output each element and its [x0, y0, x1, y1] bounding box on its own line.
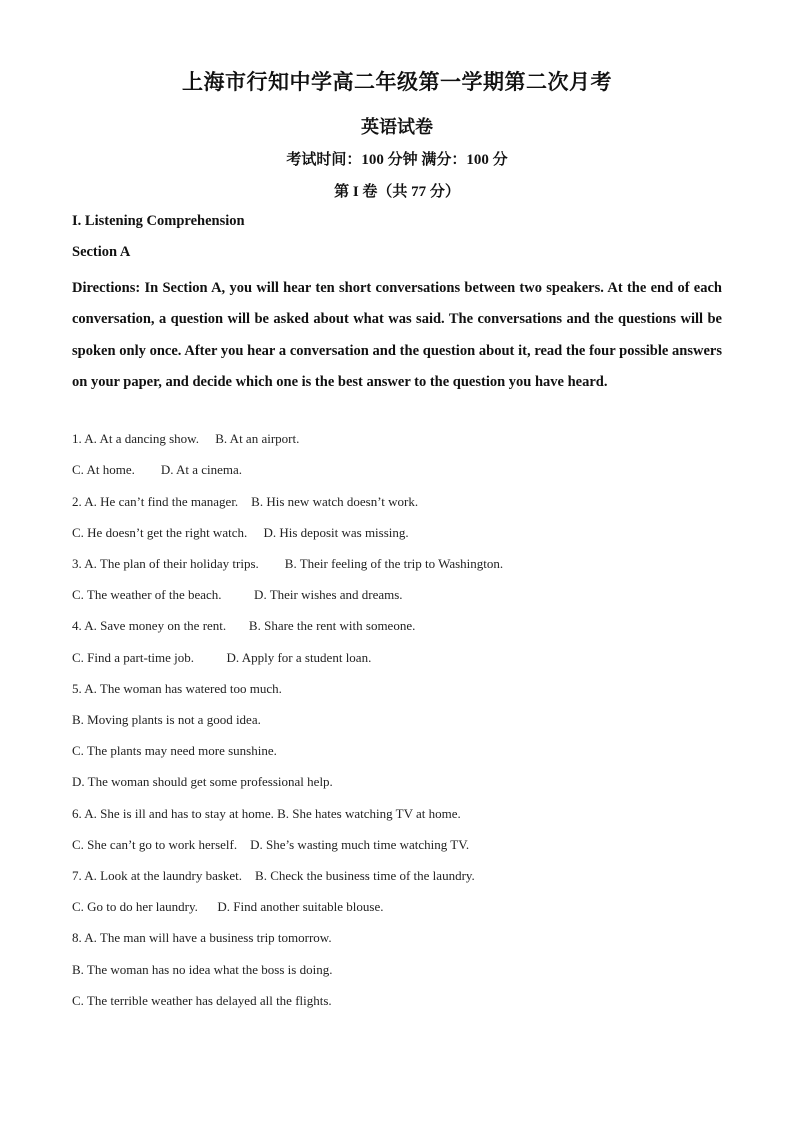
question-line: C. Go to do her laundry. D. Find another suitable blouse. — [72, 899, 384, 914]
question-line: 8. A. The man will have a business trip tomorrow. — [72, 930, 332, 945]
question-line: B. The woman has no idea what the boss is doing. — [72, 962, 333, 977]
exam-title: 上海市行知中学高二年级第一学期第二次月考 — [182, 70, 612, 94]
question-line: C. At home. D. At a cinema. — [72, 462, 243, 477]
question-line: 3. A. The plan of their holiday trips. B. Their feeling of the trip to Washington. — [72, 556, 504, 571]
question-line: 7. A. Look at the laundry basket. B. Check the business time of the laundry. — [72, 868, 475, 883]
section-heading: Section A — [72, 244, 131, 260]
question-line: 6. A. She is ill and has to stay at home. B. She hates watching TV at home. — [72, 806, 461, 821]
question-line: C. The weather of the beach. D. Their wishes and dreams. — [72, 587, 403, 602]
question-line: C. The terrible weather has delayed all the flights. — [72, 993, 332, 1008]
exam-subtitle: 英语试卷 — [361, 117, 433, 137]
question-line: C. Find a part-time job. D. Apply for a student loan. — [72, 650, 372, 665]
question-line: C. He doesn’t get the right watch. D. His deposit was missing. — [72, 525, 409, 540]
volume-label: 第 I 卷（共 77 分） — [334, 184, 460, 200]
question-line: D. The woman should get some professional help. — [72, 774, 333, 789]
directions-paragraph: Directions: In Section A, you will hear ten short conversations between two speakers. At the end of each conversation, a question will be asked about what was said. The conversations and the questions will be spoken only once. After you hear a conversation and the question about it, read the four possible answers on your paper, and decide which one is the best answer to the question you have heard. — [72, 280, 722, 390]
question-line: 4. A. Save money on the rent. B. Share the rent with someone. — [72, 618, 416, 633]
question-line: 1. A. At a dancing show. B. At an airport. — [72, 431, 300, 446]
question-line: C. She can’t go to work herself. D. She’s wasting much time watching TV. — [72, 837, 470, 852]
question-line: C. The plants may need more sunshine. — [72, 743, 277, 758]
question-line: 5. A. The woman has watered too much. — [72, 681, 282, 696]
question-line: B. Moving plants is not a good idea. — [72, 712, 261, 727]
part-heading: I. Listening Comprehension — [72, 213, 245, 229]
exam-info: 考试时间：100 分钟 满分：100 分 — [286, 152, 508, 168]
question-line: 2. A. He can’t find the manager. B. His new watch doesn’t work. — [72, 494, 419, 509]
